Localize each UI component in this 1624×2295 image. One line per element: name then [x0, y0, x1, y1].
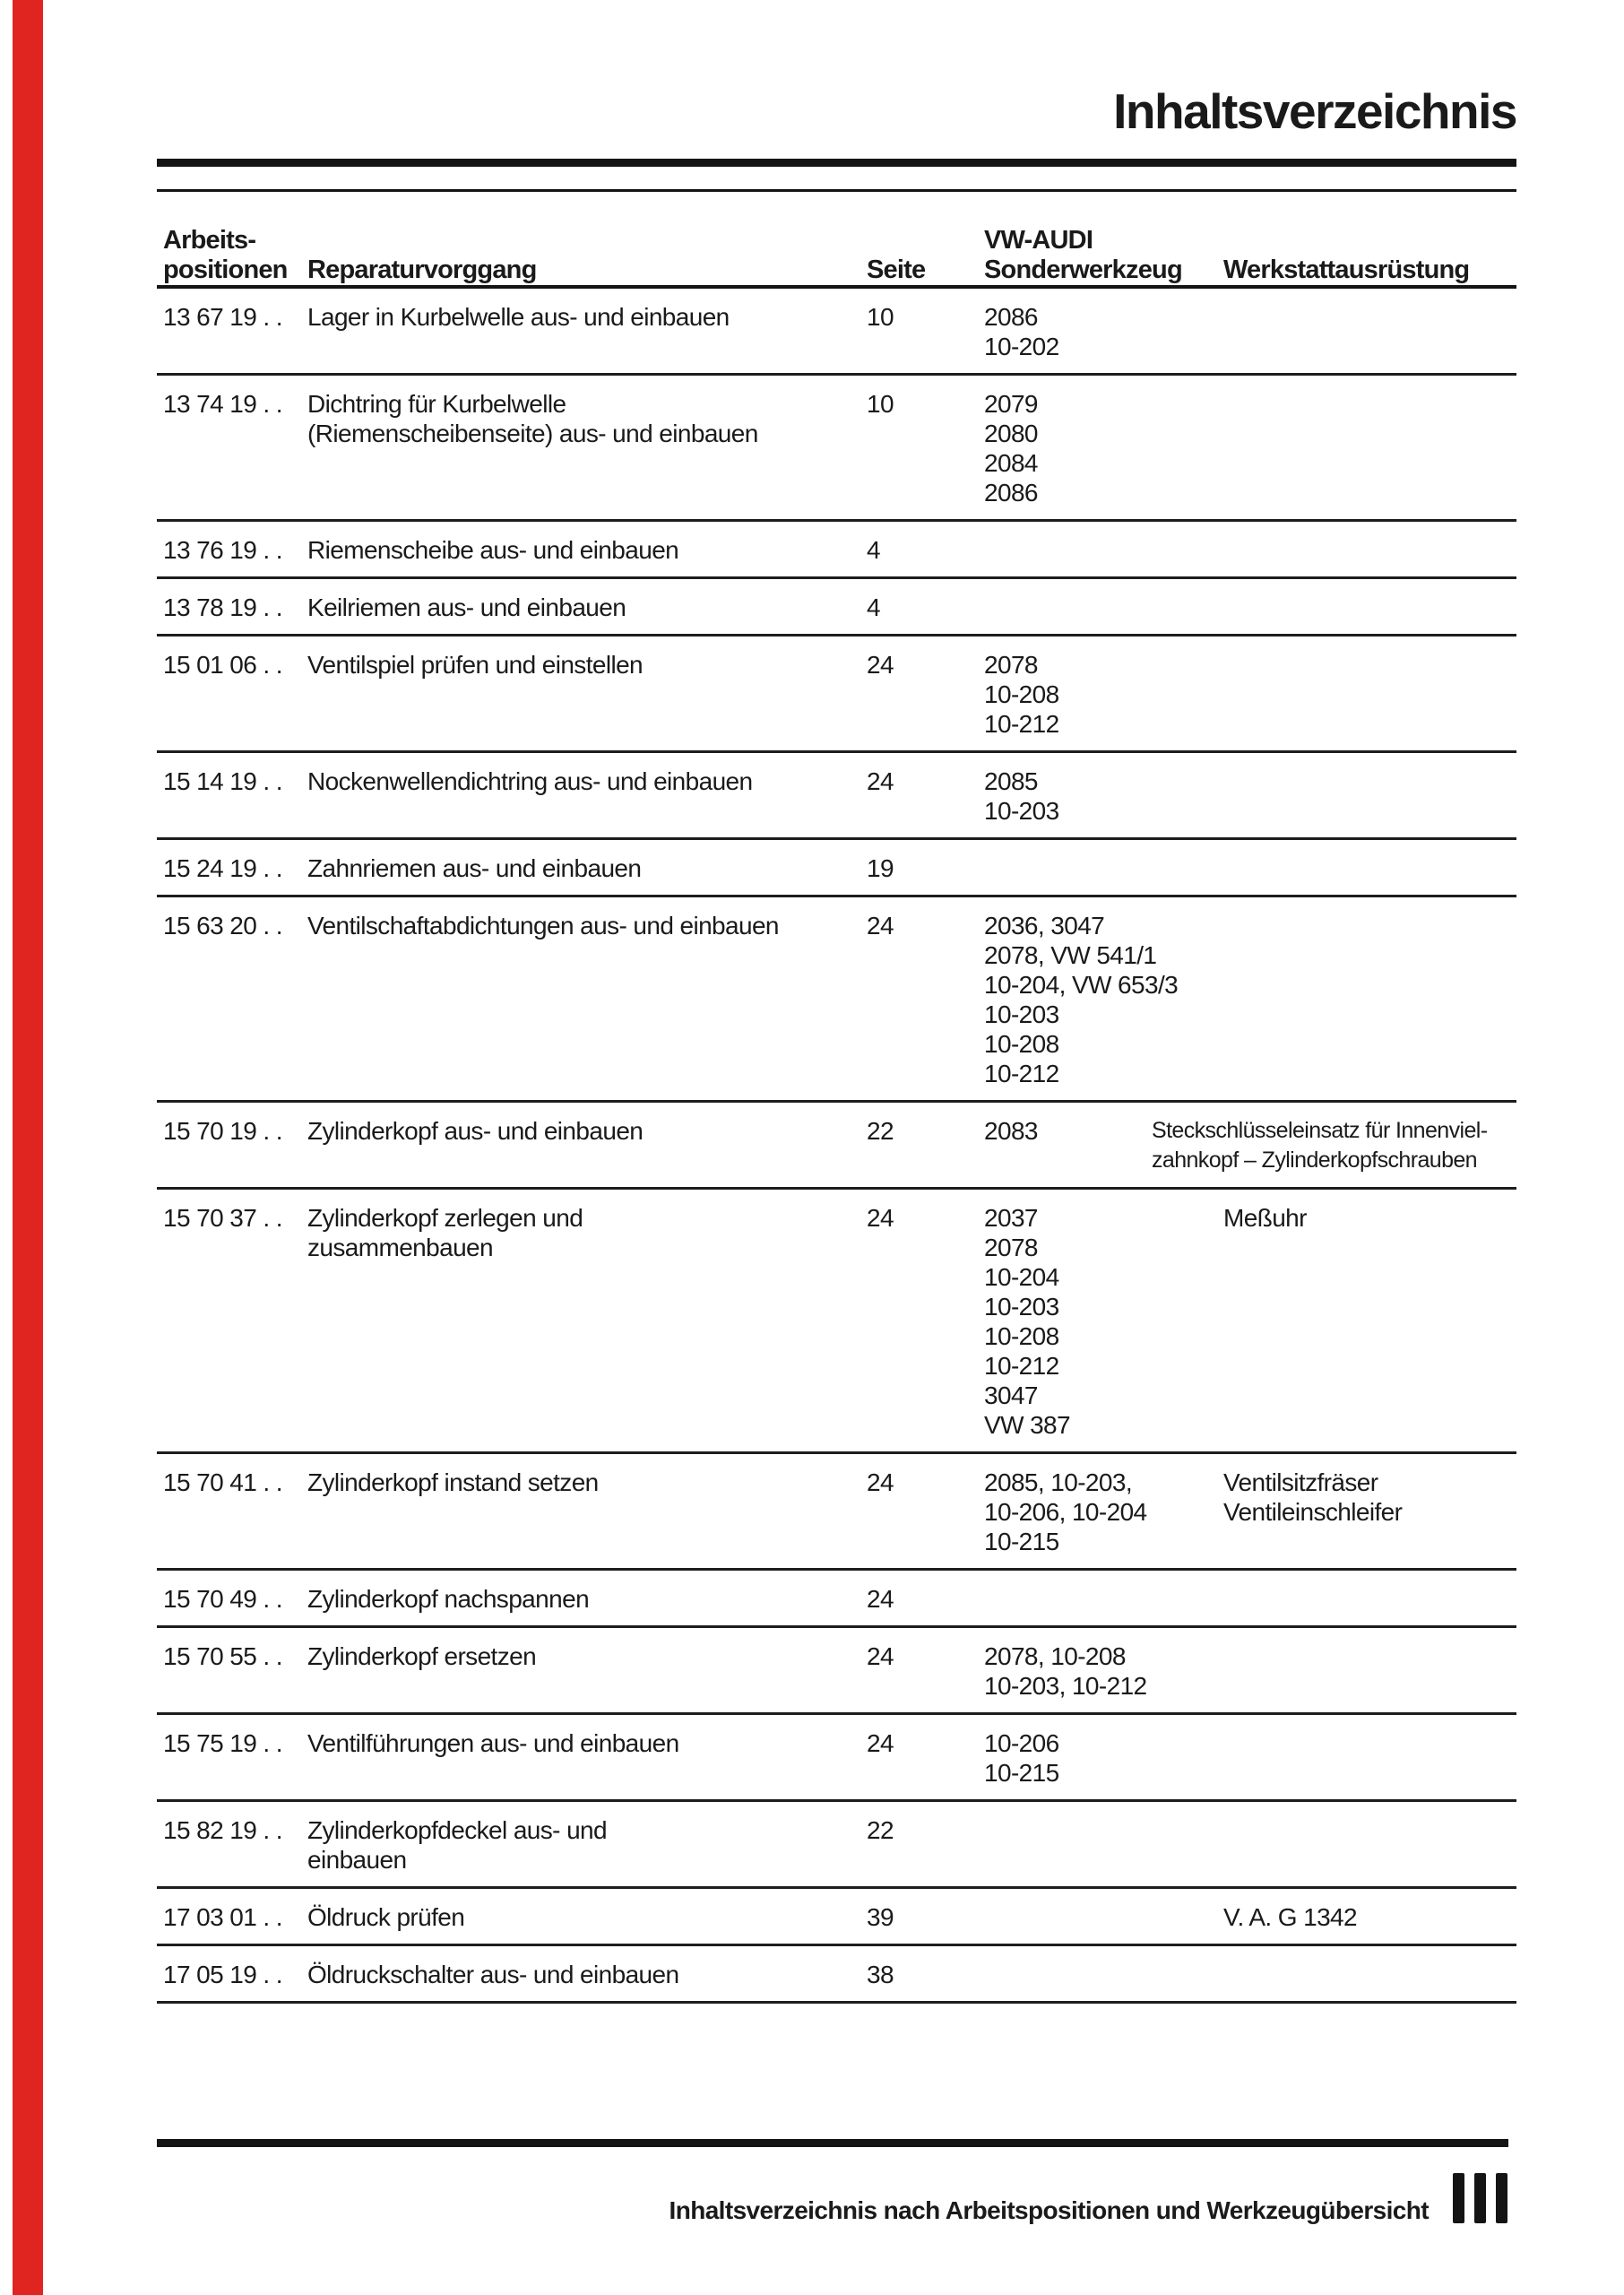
cell-special-tools-line: 10-212	[984, 1060, 1059, 1087]
header-reparaturvorgang	[307, 203, 851, 285]
cell-position-line: 15 70 37 . .	[163, 1204, 282, 1232]
cell-workshop-equipment	[1223, 650, 1516, 739]
tab-marker-bar	[1474, 2173, 1486, 2223]
table-row	[157, 1889, 1516, 1946]
cell-workshop-equipment	[1223, 911, 1516, 1088]
cell-workshop-equipment-line: Meßuhr	[1223, 1204, 1307, 1232]
cell-workshop-equipment	[1223, 1203, 1516, 1440]
cell-repair-operation-line: zusammenbauen	[307, 1234, 493, 1261]
cell-repair-operation	[307, 1203, 851, 1440]
cell-special-tools	[984, 389, 1223, 507]
cell-repair-operation	[307, 1116, 851, 1175]
cell-position-line: 13 74 19 . .	[163, 390, 282, 418]
cell-workshop-equipment	[1223, 593, 1516, 622]
cell-position	[157, 1960, 307, 1989]
cell-position	[157, 1815, 307, 1875]
header-werkstattausruestung	[1223, 203, 1516, 285]
header-seite-label: Seite	[867, 255, 926, 284]
cell-page-number	[851, 1203, 984, 1440]
cell-page-number-line: 24	[867, 651, 894, 679]
cell-special-tools-line: 10-206, 10-204	[984, 1498, 1147, 1526]
cell-position	[157, 1902, 307, 1932]
cell-position	[157, 911, 307, 1088]
cell-workshop-equipment	[1223, 389, 1516, 507]
cell-position-line: 15 24 19 . .	[163, 854, 282, 882]
cell-position	[157, 302, 307, 361]
cell-repair-operation	[307, 650, 851, 739]
cell-workshop-equipment	[1223, 853, 1516, 883]
cell-special-tools	[984, 1815, 1223, 1875]
cell-repair-operation-line: Öldruck prüfen	[307, 1903, 465, 1931]
table-row	[157, 1454, 1516, 1571]
table-row	[157, 1946, 1516, 2004]
cell-special-tools-line: 10-203	[984, 1293, 1059, 1321]
cell-special-tools	[984, 911, 1223, 1088]
cell-repair-operation-line: Ventilschaftabdichtungen aus- und einbauen	[307, 912, 779, 940]
cell-page-number	[851, 535, 984, 565]
cell-repair-operation	[307, 1728, 851, 1788]
cell-position-line: 13 78 19 . .	[163, 593, 282, 621]
cell-position	[157, 650, 307, 739]
header-arbeits-line: Arbeits-	[163, 226, 256, 255]
cell-repair-operation-line: Riemenscheibe aus- und einbauen	[307, 536, 679, 564]
cell-special-tools-line: 2086	[984, 303, 1038, 331]
cell-workshop-equipment-line: zahnkopf – Zylinderkopfschrauben	[1152, 1148, 1477, 1173]
footer-rule	[157, 2139, 1508, 2147]
cell-repair-operation	[307, 1902, 851, 1932]
cell-page-number-line: 22	[867, 1816, 894, 1844]
cell-position	[157, 535, 307, 565]
cell-special-tools-line: 10-215	[984, 1528, 1059, 1555]
cell-workshop-equipment-line: Steckschlüsseleinsatz für Innenviel-	[1152, 1118, 1488, 1143]
cell-position-line: 15 14 19 . .	[163, 767, 282, 795]
contents-table-body	[157, 289, 1516, 2004]
cell-special-tools-line: 2079	[984, 390, 1038, 418]
cell-workshop-equipment	[1223, 1815, 1516, 1875]
tab-marker-bar	[1496, 2173, 1507, 2223]
cell-page-number	[851, 1584, 984, 1614]
cell-page-number-line: 10	[867, 303, 894, 331]
cell-position-line: 15 70 41 . .	[163, 1468, 282, 1496]
cell-repair-operation-line: Zylinderkopf ersetzen	[307, 1642, 537, 1670]
cell-special-tools-line: 2037	[984, 1204, 1038, 1232]
cell-position-line: 15 01 06 . .	[163, 651, 282, 679]
cell-special-tools-line: 2083	[984, 1117, 1038, 1145]
table-row	[157, 897, 1516, 1103]
top-thick-rule	[157, 159, 1516, 167]
cell-repair-operation-line: einbauen	[307, 1846, 407, 1874]
cell-special-tools	[984, 853, 1223, 883]
cell-position-line: 15 70 55 . .	[163, 1642, 282, 1670]
cell-repair-operation	[307, 766, 851, 826]
cell-special-tools	[984, 1902, 1223, 1932]
cell-page-number-line: 39	[867, 1903, 894, 1931]
cell-repair-operation	[307, 1815, 851, 1875]
cell-special-tools-line: 10-215	[984, 1759, 1059, 1787]
cell-special-tools-line: 2078, 10-208	[984, 1642, 1126, 1670]
cell-page-number	[851, 911, 984, 1088]
cell-special-tools	[984, 1641, 1223, 1701]
cell-page-number-line: 38	[867, 1961, 894, 1988]
cell-workshop-equipment-line: Ventilsitzfräser	[1223, 1468, 1378, 1496]
cell-page-number-line: 24	[867, 912, 894, 940]
cell-page-number-line: 24	[867, 1585, 894, 1613]
cell-repair-operation	[307, 853, 851, 883]
red-edge-bar	[13, 0, 43, 2295]
table-header-row	[157, 203, 1516, 285]
cell-repair-operation-line: Keilriemen aus- und einbauen	[307, 593, 626, 621]
cell-special-tools	[984, 1960, 1223, 1989]
cell-repair-operation-line: Dichtring für Kurbelwelle	[307, 390, 566, 418]
cell-special-tools	[984, 650, 1223, 739]
cell-workshop-equipment	[1223, 1728, 1516, 1788]
cell-repair-operation-line: Zylinderkopf aus- und einbauen	[307, 1117, 644, 1145]
cell-page-number-line: 24	[867, 1204, 894, 1232]
cell-repair-operation-line: Zylinderkopf zerlegen und	[307, 1204, 583, 1232]
cell-repair-operation-line: (Riemenscheibenseite) aus- und einbauen	[307, 420, 758, 447]
cell-special-tools-line: 10-212	[984, 1352, 1059, 1380]
cell-position	[157, 1116, 307, 1175]
cell-position-line: 15 75 19 . .	[163, 1729, 282, 1757]
cell-special-tools	[984, 535, 1223, 565]
cell-page-number-line: 24	[867, 1468, 894, 1496]
cell-page-number	[851, 1468, 984, 1556]
cell-special-tools-line: 10-206	[984, 1729, 1059, 1757]
header-werkstattausruestung-label: Werkstattausrüstung	[1223, 255, 1470, 284]
cell-position-line: 13 76 19 . .	[163, 536, 282, 564]
cell-special-tools	[984, 302, 1223, 361]
cell-position-line: 15 70 19 . .	[163, 1117, 282, 1145]
cell-workshop-equipment	[1223, 302, 1516, 361]
cell-page-number-line: 24	[867, 767, 894, 795]
table-row	[157, 1190, 1516, 1454]
cell-repair-operation-line: Zylinderkopf instand setzen	[307, 1468, 599, 1496]
cell-special-tools-line: 10-208	[984, 680, 1059, 708]
cell-repair-operation	[307, 389, 851, 507]
table-row	[157, 1628, 1516, 1715]
cell-position-line: 15 63 20 . .	[163, 912, 282, 940]
table-row	[157, 753, 1516, 840]
cell-page-number-line: 10	[867, 390, 894, 418]
cell-position	[157, 1728, 307, 1788]
cell-special-tools	[984, 593, 1223, 622]
cell-repair-operation-line: Lager in Kurbelwelle aus- und einbauen	[307, 303, 730, 331]
cell-page-number-line: 4	[867, 593, 880, 621]
cell-repair-operation	[307, 1641, 851, 1701]
cell-page-number	[851, 1641, 984, 1701]
cell-page-number	[851, 389, 984, 507]
table-row	[157, 522, 1516, 579]
cell-special-tools-line: 2036, 3047	[984, 912, 1105, 940]
footer-label: Inhaltsverzeichnis nach Arbeitspositionen und Werkzeugübersicht	[669, 2196, 1429, 2224]
cell-repair-operation-line: Ventilführungen aus- und einbauen	[307, 1729, 679, 1757]
cell-position	[157, 1584, 307, 1614]
table-row	[157, 637, 1516, 753]
cell-position-line: 17 03 01 . .	[163, 1903, 282, 1931]
cell-position-line: 13 67 19 . .	[163, 303, 282, 331]
cell-workshop-equipment-line: Ventileinschleifer	[1223, 1498, 1403, 1526]
cell-page-number	[851, 766, 984, 826]
cell-page-number	[851, 1815, 984, 1875]
table-row	[157, 1802, 1516, 1889]
cell-position-line: 15 70 49 . .	[163, 1585, 282, 1613]
cell-special-tools-line: 2080	[984, 420, 1038, 447]
cell-page-number-line: 22	[867, 1117, 894, 1145]
cell-workshop-equipment	[1152, 1116, 1516, 1175]
cell-repair-operation-line: Zahnriemen aus- und einbauen	[307, 854, 642, 882]
table-row	[157, 289, 1516, 376]
cell-page-number	[851, 1960, 984, 1989]
cell-page-number	[851, 650, 984, 739]
cell-page-number-line: 24	[867, 1642, 894, 1670]
cell-special-tools-line: 10-212	[984, 710, 1059, 738]
cell-repair-operation	[307, 302, 851, 361]
cell-workshop-equipment	[1223, 1468, 1516, 1556]
tab-marker-bar	[1453, 2173, 1464, 2223]
cell-repair-operation-line: Öldruckschalter aus- und einbauen	[307, 1961, 679, 1988]
cell-special-tools-line: 2078, VW 541/1	[984, 941, 1157, 969]
cell-position-line: 17 05 19 . .	[163, 1961, 282, 1988]
cell-workshop-equipment	[1223, 766, 1516, 826]
top-thin-rule	[157, 189, 1516, 192]
cell-special-tools-line: 2078	[984, 1234, 1038, 1261]
header-arbeitspositionen	[157, 203, 307, 285]
cell-page-number-line: 4	[867, 536, 880, 564]
header-vw-audi-label: VW-AUDI	[984, 226, 1093, 255]
cell-workshop-equipment	[1223, 1902, 1516, 1932]
cell-workshop-equipment-line: V. A. G 1342	[1223, 1903, 1358, 1931]
cell-repair-operation-line: Zylinderkopf nachspannen	[307, 1585, 590, 1613]
cell-position	[157, 1203, 307, 1440]
table-row	[157, 840, 1516, 897]
cell-special-tools-line: 3047	[984, 1381, 1038, 1409]
header-reparaturvorgang-label: Reparaturvorggang	[307, 255, 537, 284]
table-row	[157, 376, 1516, 522]
cell-special-tools-line: 10-208	[984, 1322, 1059, 1350]
cell-special-tools-line: 10-208	[984, 1030, 1059, 1058]
cell-repair-operation-line: Zylinderkopfdeckel aus- und	[307, 1816, 607, 1844]
cell-special-tools-line: VW 387	[984, 1411, 1070, 1439]
cell-special-tools-line: 10-203	[984, 1000, 1059, 1028]
page-title: Inhaltsverzeichnis	[1113, 83, 1516, 139]
cell-repair-operation-line: Ventilspiel prüfen und einstellen	[307, 651, 644, 679]
cell-special-tools-line: 2085, 10-203,	[984, 1468, 1133, 1496]
cell-page-number	[851, 302, 984, 361]
cell-repair-operation	[307, 1468, 851, 1556]
cell-page-number-line: 19	[867, 854, 894, 882]
cell-repair-operation	[307, 1960, 851, 1989]
table-row	[157, 1103, 1516, 1190]
cell-position	[157, 1468, 307, 1556]
cell-repair-operation	[307, 593, 851, 622]
cell-special-tools-line: 2078	[984, 651, 1038, 679]
cell-special-tools	[984, 766, 1223, 826]
cell-workshop-equipment	[1223, 1960, 1516, 1989]
cell-special-tools-line: 10-204, VW 653/3	[984, 971, 1179, 999]
header-sonderwerkzeug	[984, 203, 1223, 285]
cell-repair-operation	[307, 1584, 851, 1614]
table-row	[157, 579, 1516, 637]
cell-special-tools-line: 10-203, 10-212	[984, 1672, 1147, 1700]
header-sonderwerkzeug-label: Sonderwerkzeug	[984, 255, 1182, 284]
header-positionen-line: positionen	[163, 255, 288, 284]
cell-special-tools	[984, 1584, 1223, 1614]
cell-repair-operation-line: Nockenwellendichtring aus- und einbauen	[307, 767, 753, 795]
cell-special-tools-line: 2086	[984, 479, 1038, 507]
cell-page-number-line: 24	[867, 1729, 894, 1757]
cell-special-tools-line: 2085	[984, 767, 1038, 795]
cell-special-tools	[984, 1203, 1223, 1440]
cell-special-tools-line: 10-204	[984, 1263, 1059, 1291]
cell-page-number	[851, 853, 984, 883]
cell-position	[157, 1641, 307, 1701]
cell-special-tools-line: 10-203	[984, 797, 1059, 825]
cell-workshop-equipment	[1223, 535, 1516, 565]
header-seite	[851, 203, 984, 285]
cell-special-tools-line: 2084	[984, 449, 1038, 477]
cell-special-tools	[984, 1728, 1223, 1788]
cell-repair-operation	[307, 535, 851, 565]
cell-page-number	[851, 1728, 984, 1788]
table-row	[157, 1715, 1516, 1802]
cell-special-tools-line: 10-202	[984, 333, 1059, 360]
cell-position-line: 15 82 19 . .	[163, 1816, 282, 1844]
cell-workshop-equipment	[1223, 1584, 1516, 1614]
cell-workshop-equipment	[1223, 1641, 1516, 1701]
cell-position	[157, 389, 307, 507]
table-row	[157, 1571, 1516, 1628]
cell-position	[157, 853, 307, 883]
cell-page-number	[851, 1902, 984, 1932]
cell-page-number	[851, 1116, 984, 1175]
cell-position	[157, 766, 307, 826]
cell-position	[157, 593, 307, 622]
cell-repair-operation	[307, 911, 851, 1088]
repair-group-tab-marker	[1453, 2173, 1507, 2223]
cell-page-number	[851, 593, 984, 622]
cell-special-tools	[984, 1468, 1223, 1556]
